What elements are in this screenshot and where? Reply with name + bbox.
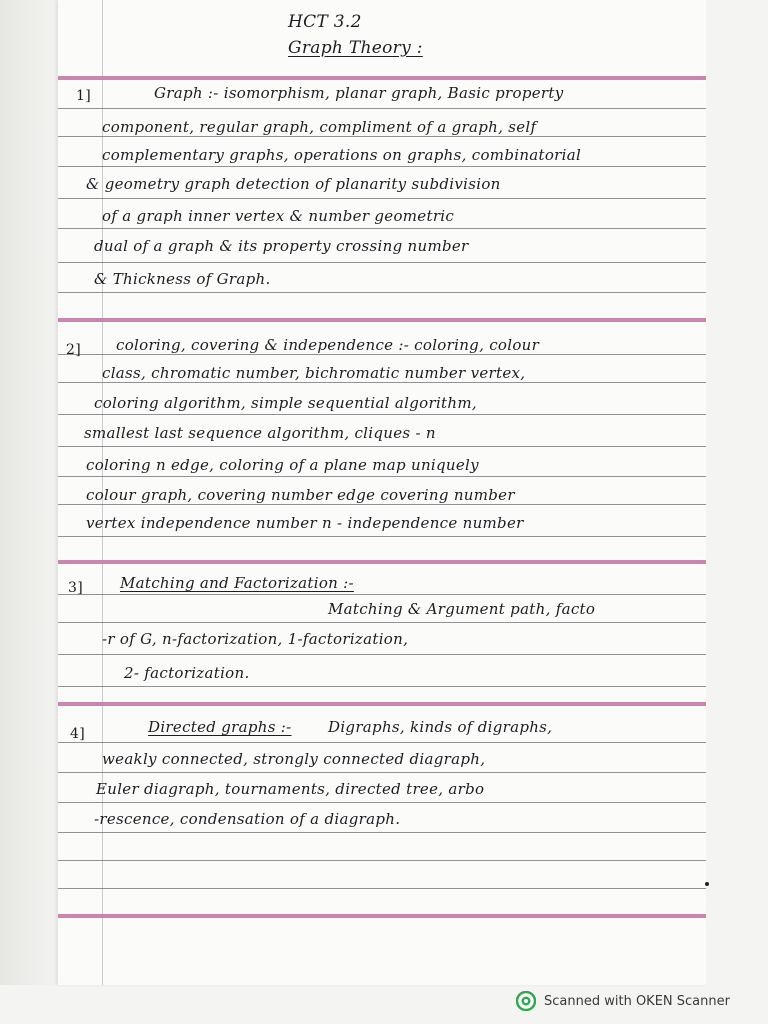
section-divider-line [58,562,706,564]
unit-2-line-1: coloring, covering & independence :- coloring, colour [116,336,540,354]
ruled-line [58,262,706,263]
page-title: Graph Theory : [288,38,423,58]
unit-3-line-3: 2- factorization. [124,664,250,682]
course-code: HCT 3.2 [288,12,362,32]
unit-2-line-4: smallest last sequence algorithm, cliques - n [84,424,436,442]
unit-1-line-5: of a graph inner vertex & number geometric [102,207,455,225]
unit-4-line-1: Digraphs, kinds of digraphs, [328,718,553,736]
unit-2-line-3: coloring algorithm, simple sequential algorithm, [94,394,477,412]
unit-2-line-5: coloring n edge, coloring of a plane map uniquely [86,456,479,474]
unit-1-line-3: complementary graphs, operations on graphs, combinatorial [102,146,582,164]
unit-2-line-6: colour graph, covering number edge covering number [86,486,515,504]
page-edge-shadow [0,0,64,985]
unit-2-line-2: class, chromatic number, bichromatic number vertex, [102,364,526,382]
ruled-line [58,292,706,293]
unit-number-4: 4] [70,726,85,742]
unit-4-line-2: weakly connected, strongly connected diagraph, [102,750,486,768]
ruled-line [58,832,706,833]
unit-1-line-2: component, regular graph, compliment of a graph, self [102,118,537,136]
ink-dot [705,882,709,886]
unit-1-line-7: & Thickness of Graph. [94,270,271,288]
section-divider-line [58,78,706,80]
ruled-line [58,446,706,447]
oken-scanner-logo-icon [516,991,536,1011]
ruled-line [58,594,706,595]
ruled-line [58,742,706,743]
unit-4-line-4: -rescence, condensation of a diagraph. [94,810,401,828]
ruled-line [58,622,706,623]
section-divider-line [58,704,706,706]
unit-1-line-6: dual of a graph & its property crossing number [94,237,469,255]
section-divider-line [58,916,706,918]
ruled-line [58,654,706,655]
unit-number-3: 3] [68,580,83,596]
ruled-line [58,504,706,505]
ruled-line [58,108,706,109]
unit-3-line-2: -r of G, n-factorization, 1-factorization, [102,630,409,648]
unit-number-2: 2] [66,342,81,358]
ruled-line [58,860,706,861]
scanner-watermark-label: Scanned with OKEN Scanner [544,993,730,1009]
scanner-watermark [516,990,730,1012]
ruled-line [58,198,706,199]
unit-4-line-3: Euler diagraph, tournaments, directed tree, arbo [96,780,485,798]
section-divider-line [58,320,706,322]
unit-3-heading: Matching and Factorization :- [120,574,354,592]
ruled-line [58,802,706,803]
ruled-line [58,772,706,773]
unit-number-1: 1] [76,88,91,104]
notebook-page [58,0,706,985]
ruled-line [58,354,706,355]
ruled-line [58,228,706,229]
unit-2-line-7: vertex independence number n - independence number [86,514,524,532]
ruled-line [58,686,706,687]
unit-1-line-4: & geometry graph detection of planarity subdivision [86,175,501,193]
ruled-line [58,166,706,167]
ruled-line [58,382,706,383]
ruled-line [58,536,706,537]
ruled-line [58,136,706,137]
unit-4-heading: Directed graphs :- [148,718,292,736]
ruled-line [58,476,706,477]
ruled-line [58,414,706,415]
ruled-line [58,888,706,889]
unit-3-line-1: Matching & Argument path, facto [328,600,596,618]
unit-1-line-1: Graph :- isomorphism, planar graph, Basic property [154,84,564,102]
